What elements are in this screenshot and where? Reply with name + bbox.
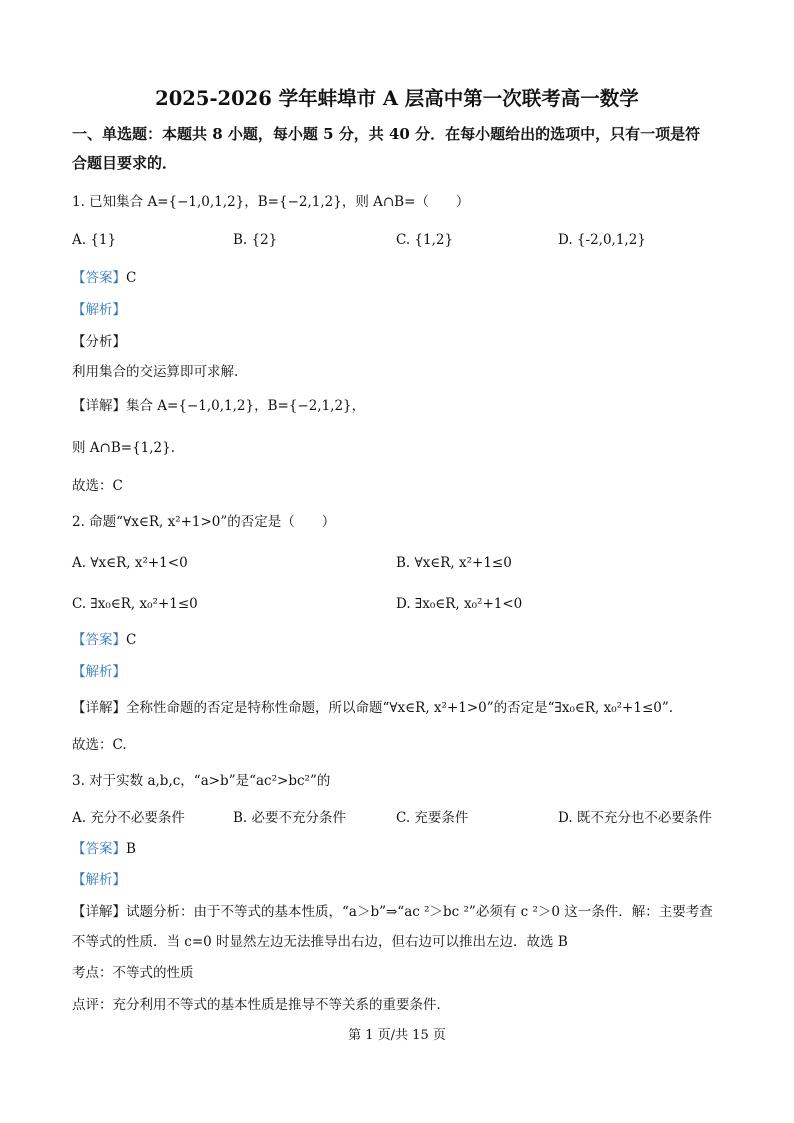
q2-option-a: A. ∀x∈R, x²+1<0: [72, 555, 188, 571]
q3-analysis-tag: 【解析】: [72, 872, 126, 888]
section-heading-line1: 一、单选题：本题共 8 小题，每小题 5 分，共 40 分．在每小题给出的选项中，只有一项是符: [72, 125, 701, 143]
q2-choice: 故选：C.: [72, 737, 127, 753]
q1-detail-line1: [72, 396, 365, 416]
q3-detail-line2: 不等式的性质．当 c=0 时显然左边无法推导出右边，但右边可以推出左边．故选 B: [72, 934, 568, 950]
q1-detail-tag: 【详解】: [72, 398, 126, 414]
page-title: 2025-2026 学年蚌埠市 A 层高中第一次联考高一数学: [155, 87, 639, 110]
q3-dianping: 点评：充分利用不等式的基本性质是推导不等关系的重要条件．: [72, 997, 450, 1013]
q1-option-b: B. {2}: [233, 232, 278, 248]
q1-stem: 1. 已知集合 A={−1,0,1,2}，B={−2,1,2}，则 A∩B=（ ）: [72, 194, 470, 210]
q2-answer: [72, 630, 136, 650]
q3-answer: [72, 839, 136, 859]
q3-stem: 3. 对于实数 a,b,c，“a>b”是“ac²>bc²”的: [72, 773, 331, 789]
q1-option-d: D. {-2,0,1,2}: [558, 232, 646, 248]
q1-fenxi-tag: 【分析】: [72, 334, 126, 350]
q3-option-a: A. 充分不必要条件: [72, 810, 185, 826]
q2-stem: 2. 命题“∀x∈R, x²+1>0”的否定是（ ）: [72, 514, 336, 530]
q3-answer-tag: 【答案】: [72, 841, 126, 857]
q1-detail-text1: 集合 A={−1,0,1,2}，B={−2,1,2}，: [126, 398, 366, 414]
q2-option-c: C. ∃x₀∈R, x₀²+1≤0: [72, 596, 198, 612]
q2-answer-tag: 【答案】: [72, 632, 126, 648]
q2-option-b: B. ∀x∈R, x²+1≤0: [396, 555, 512, 571]
q1-fenxi-text: 利用集合的交运算即可求解.: [72, 364, 239, 380]
q3-detail-tag: 【详解】: [72, 904, 126, 920]
q1-answer-value: C: [126, 270, 137, 286]
q3-detail-line1: [72, 902, 713, 922]
q1-answer: [72, 268, 136, 288]
q2-option-d: D. ∃x₀∈R, x₀²+1<0: [396, 596, 523, 612]
q3-option-c: C. 充要条件: [396, 810, 469, 826]
q3-kaodian: 考点：不等式的性质: [72, 965, 194, 981]
q2-detail-text: 全称性命题的否定是特称性命题，所以命题“∀x∈R, x²+1>0”的否定是“∃x₀∈R, x₀²+1≤0”.: [126, 700, 674, 716]
q1-detail-line2: 则 A∩B={1,2}.: [72, 440, 176, 456]
q3-detail-text1: 试题分析：由于不等式的基本性质，“a＞b”⇒“ac ²＞bc ²”必须有 c ²＞0 这一条件．解：主要考查: [126, 904, 713, 920]
section-heading-line2: 合题目要求的．: [72, 154, 178, 172]
q1-option-c: C. {1,2}: [396, 232, 454, 248]
q2-detail: [72, 698, 673, 718]
q3-option-d: D. 既不充分也不必要条件: [558, 810, 712, 826]
q3-answer-value: B: [126, 841, 136, 857]
q2-analysis-tag: 【解析】: [72, 664, 126, 680]
page-footer: 第 1 页/共 15 页: [348, 1028, 446, 1043]
q1-answer-tag: 【答案】: [72, 270, 126, 286]
q2-detail-tag: 【详解】: [72, 700, 126, 716]
q1-analysis-tag: 【解析】: [72, 302, 126, 318]
q3-option-b: B. 必要不充分条件: [233, 810, 347, 826]
q1-choice: 故选：C: [72, 478, 123, 494]
q1-option-a: A. {1}: [72, 232, 117, 248]
q2-answer-value: C: [126, 632, 137, 648]
